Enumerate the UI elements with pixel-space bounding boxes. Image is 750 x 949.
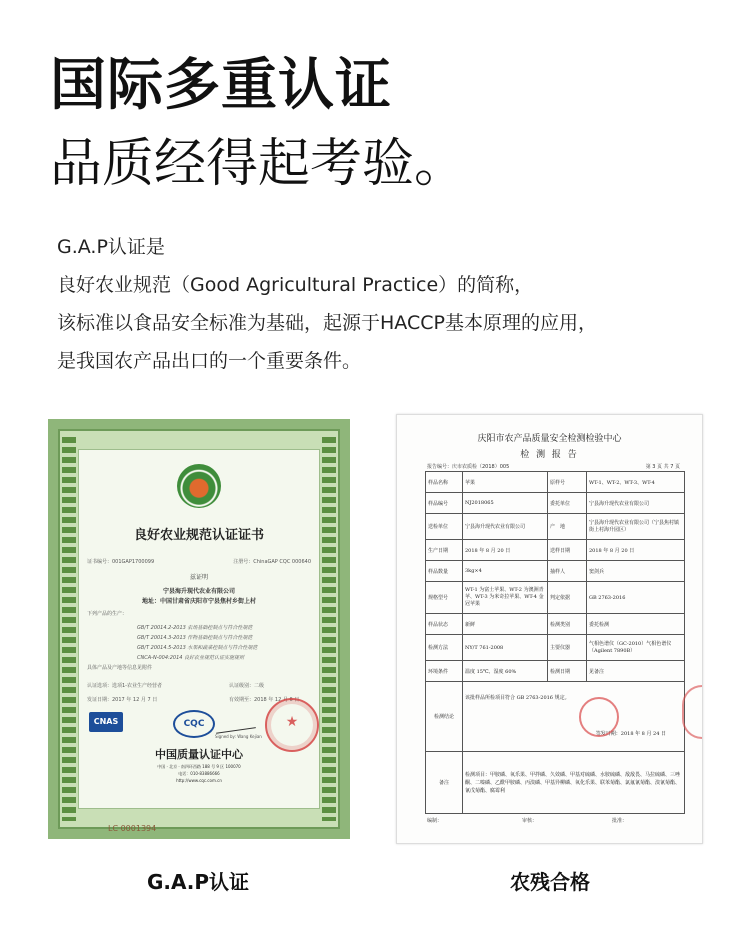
description-line: 良好农业规范（Good Agricultural Practice）的简称， bbox=[57, 274, 534, 296]
reviewed-by: 审核： bbox=[522, 818, 538, 824]
compiled-by: 编制： bbox=[427, 818, 443, 824]
table-cell: 送检单位 bbox=[426, 514, 463, 540]
sign-date: 签发日期：2018 年 8 月 24 日 bbox=[595, 731, 666, 737]
caption-residue: 农残合格 bbox=[510, 870, 590, 894]
standard-line: GB/T 20014.3-2013 作物基础控制点与符合性规范 bbox=[137, 635, 253, 641]
table-row bbox=[426, 635, 685, 661]
table-cell: 原样号 bbox=[548, 472, 587, 493]
table-cell: 判定依据 bbox=[548, 582, 587, 614]
certificate-body bbox=[78, 449, 320, 809]
hereby-text: 兹证明 bbox=[189, 574, 208, 581]
table-cell: 备注 bbox=[426, 752, 463, 814]
issuer-name: 中国质量认证中心 bbox=[155, 748, 243, 761]
table-cell: 新鲜 bbox=[463, 614, 548, 635]
report-page: 第 3 页 共 7 页 bbox=[645, 464, 680, 470]
standard-line: GB/T 20014.2-2013 农场基础控制点与符合性规范 bbox=[137, 625, 253, 631]
description-line: 是我国农产品出口的一个重要条件。 bbox=[57, 350, 362, 372]
table-cell: 检测结论 bbox=[426, 682, 463, 752]
table-cell: 规格型号 bbox=[426, 582, 463, 614]
table-cell: 样品数量 bbox=[426, 561, 463, 582]
standard-line: GB/T 20014.5-2013 水果和蔬菜控制点与符合性规范 bbox=[137, 645, 258, 651]
table-cell: GB 2763-2016 bbox=[587, 582, 685, 614]
table-cell: 生产日期 bbox=[426, 540, 463, 561]
table-row bbox=[426, 472, 685, 493]
table-cell: WT-1、WT-2、WT-3、WT-4 bbox=[587, 472, 685, 493]
cnas-logo-icon: CNAS bbox=[89, 712, 123, 732]
table-cell: 委托单位 bbox=[548, 493, 587, 514]
approved-by: 批准： bbox=[612, 818, 628, 824]
laurel-right bbox=[322, 437, 336, 821]
issuer-tel: 电话：010-83886666 bbox=[178, 771, 220, 776]
table-cell: 2018 年 8 月 20 日 bbox=[587, 540, 685, 561]
table-cell: 宁县海升现代农业有限公司（宁县焦村镇街上村海升园区） bbox=[587, 514, 685, 540]
table-cell: 主要仪器 bbox=[548, 635, 587, 661]
standard-line: CNCA-N-004:2014 良好农业规范认证实施规则 bbox=[137, 655, 245, 661]
page-title-line2: 品质经得起考验。 bbox=[50, 134, 467, 194]
valid-date: 有效期至：2018 年 12 月 6 日 bbox=[229, 697, 300, 703]
description-line: 该标准以食品安全标准为基础，起源于HACCP基本原理的应用， bbox=[57, 312, 597, 334]
table-row bbox=[426, 752, 685, 814]
table-cell: 检测方法 bbox=[426, 635, 463, 661]
laurel-left bbox=[62, 437, 76, 821]
table-cell: 检测类别 bbox=[548, 614, 587, 635]
table-cell: 环境条件 bbox=[426, 661, 463, 682]
table-cell: 苹果 bbox=[463, 472, 548, 493]
gap-certificate-image bbox=[48, 419, 350, 839]
table-cell: 3kg×4 bbox=[463, 561, 548, 582]
description bbox=[57, 228, 727, 380]
caption-gap: G.A.P认证 bbox=[146, 870, 250, 894]
report-institution: 庆阳市农产品质量安全检测检验中心 bbox=[477, 434, 622, 444]
table-cell: 产 地 bbox=[548, 514, 587, 540]
table-cell: WT-1 为富士苹果、WT-2 为澳洲青苹、WT-3 为米奇拉苹果、WT-4 金冠苹果 bbox=[463, 582, 548, 614]
certificate-serial: LC 0001394 bbox=[108, 824, 157, 833]
table-cell: 抽样人 bbox=[548, 561, 587, 582]
company-name: 宁县海升现代农业有限公司 bbox=[162, 588, 235, 595]
certificate-frame bbox=[58, 429, 340, 829]
signature-icon bbox=[214, 713, 256, 733]
report-number: 报告编号：庆市农质检（2018）005 bbox=[427, 464, 510, 470]
table-cell: 2018 年 8 月 20 日 bbox=[463, 540, 548, 561]
cert-number: 证书编号：001GAP1700099 bbox=[87, 559, 155, 565]
page-title-line1: 国际多重认证 bbox=[50, 53, 392, 118]
report-table bbox=[425, 471, 685, 814]
cqc-logo-icon: CQC bbox=[173, 710, 215, 738]
table-row bbox=[426, 661, 685, 682]
products-intro: 下列产品的生产： bbox=[87, 611, 128, 617]
table-cell: 委托检测 bbox=[587, 614, 685, 635]
issue-date: 发证日期：2017 年 12 月 7 日 bbox=[87, 697, 158, 703]
table-cell: 温度 15℃、湿度 60% bbox=[463, 661, 548, 682]
table-cell: 样品名称 bbox=[426, 472, 463, 493]
table-cell: 宁县海升现代农业有限公司 bbox=[463, 514, 548, 540]
signed-by: Signed by: Wang Kejian bbox=[215, 734, 262, 739]
issuer-address: 中国 · 北京 · 南四环西路 188 号 9 区 100070 bbox=[157, 764, 241, 769]
test-report-image bbox=[396, 414, 703, 844]
red-seal-icon bbox=[265, 698, 319, 752]
table-cell: 送样日期 bbox=[548, 540, 587, 561]
table-cell: 窦剑兵 bbox=[587, 561, 685, 582]
cert-level: 认证级别：二级 bbox=[229, 683, 265, 689]
table-row bbox=[426, 514, 685, 540]
table-cell: NY/T 761-2008 bbox=[463, 635, 548, 661]
table-row bbox=[426, 682, 685, 752]
table-row bbox=[426, 561, 685, 582]
table-row bbox=[426, 614, 685, 635]
table-row bbox=[426, 582, 685, 614]
table-cell: 样品编号 bbox=[426, 493, 463, 514]
products-note: 具体产品及产地等信息见附件 bbox=[87, 665, 153, 671]
remarks-cell: 检测项目：甲胺磷、氧乐果、甲拌磷、久效磷、甲基对硫磷、水胺硫磷、敌敌畏、马拉硫磷、三唑酮、二嗪磷、乙酰甲胺磷、丙溴磷、甲基异柳磷、氧化乐果、联苯菊酯、氯氟氰菊酯、溴氰菊酯、氰戊菊酯、腐霉利 bbox=[463, 752, 685, 814]
table-cell: 见备注 bbox=[587, 661, 685, 682]
table-cell: 宁县海升现代农业有限公司 bbox=[587, 493, 685, 514]
cert-option: 认证选项：选项1-农业生产经营者 bbox=[87, 683, 162, 689]
table-cell: 样品状态 bbox=[426, 614, 463, 635]
red-seal-icon bbox=[579, 697, 619, 737]
description-line: G.A.P认证是 bbox=[57, 236, 165, 258]
table-row bbox=[426, 493, 685, 514]
gap-logo-icon bbox=[177, 464, 221, 508]
table-cell: 检测日期 bbox=[548, 661, 587, 682]
table-cell: 气相色谱仪（GC-2010）气相色谱仪（Agilent 7890B） bbox=[587, 635, 685, 661]
table-row bbox=[426, 540, 685, 561]
conclusion-text: 该批样品所检项目符合 GB 2763-2016 规定。 bbox=[465, 695, 570, 701]
company-address: 地址：中国甘肃省庆阳市宁县焦村乡街上村 bbox=[141, 598, 256, 605]
conclusion-cell bbox=[463, 682, 685, 752]
report-title: 检 测 报 告 bbox=[520, 450, 579, 460]
table-cell: NJ2018065 bbox=[463, 493, 548, 514]
red-seal-edge-icon bbox=[682, 685, 702, 739]
issuer-web: http://www.cqc.com.cn bbox=[176, 778, 222, 783]
certificate-title: 良好农业规范认证证书 bbox=[133, 528, 264, 543]
reg-number: 注册号：ChinaGAP CQC 000640 bbox=[233, 559, 311, 565]
